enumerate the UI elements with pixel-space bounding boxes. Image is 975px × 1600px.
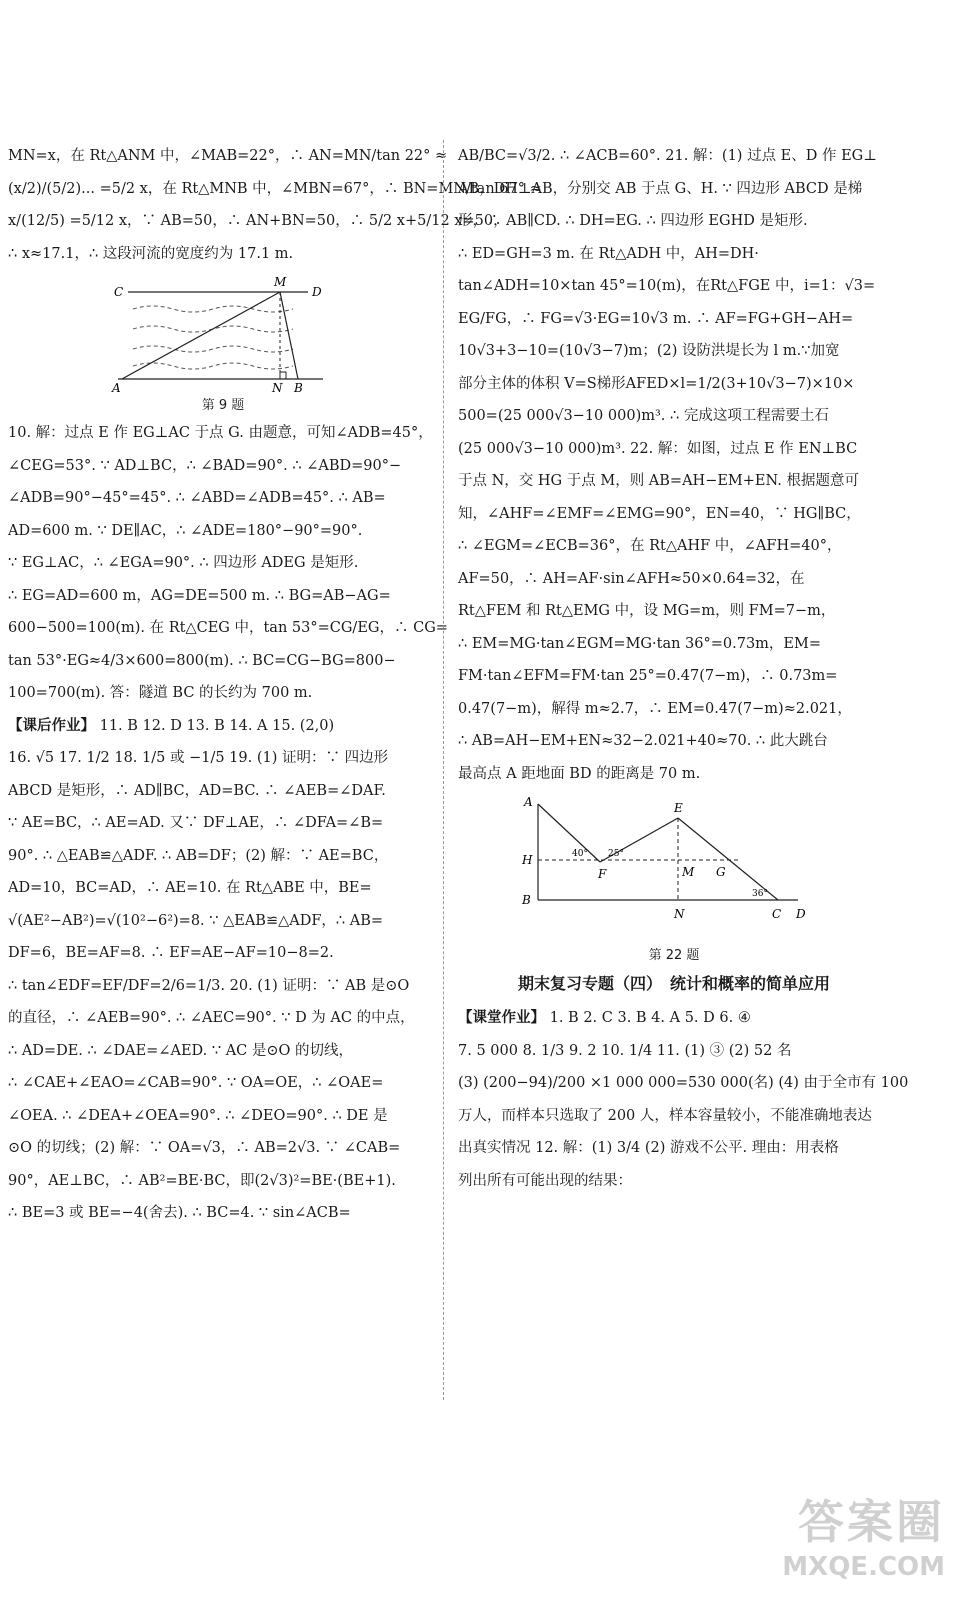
text-line: 600−500=100(m). 在 Rt△CEG 中，tan 53°=CG/EG，∴ CG=	[8, 620, 448, 636]
text-line: (x/2)/(5/2)... =5/2 x，在 Rt△MNB 中，∠MBN=67°，∴ BN=MN/tan 67° ≈	[8, 180, 542, 197]
text-line: ∵ EG⊥AC，∴ ∠EGA=90°. ∴ 四边形 ADEG 是矩形.	[8, 555, 359, 571]
fig22-label-n: N	[674, 907, 685, 921]
figure-22	[458, 794, 890, 963]
text-line: FM·tan∠EFM=FM·tan 25°=0.47(7−m)，∴ 0.73m=	[458, 668, 838, 684]
text-line: ABCD 是矩形，∴ AD∥BC，AD=BC. ∴ ∠AEB=∠DAF.	[8, 782, 386, 799]
homework-answers: 11. B 12. D 13. B 14. A 15. (2,0)	[99, 717, 335, 734]
fig22-label-e: E	[674, 801, 683, 815]
fig22-angle-40: 40°	[572, 849, 588, 859]
left-block-a	[8, 140, 542, 270]
right-column	[458, 140, 909, 1197]
fig22-label-h: H	[522, 853, 533, 867]
text-line: tan∠ADH=10×tan 45°=10(m)，在Rt△FGE 中，i=1：√3=	[458, 278, 876, 294]
fig22-label-g: G	[716, 865, 726, 879]
text-line: ∴ AB=AH−EM+EN≈32−2.021+40≈70. ∴ 此大跳台	[458, 733, 828, 749]
text-line: Rt△FEM 和 Rt△EMG 中，设 MG=m，则 FM=7−m，	[458, 603, 836, 619]
fig22-angle-25: 25°	[608, 849, 624, 859]
watermark-url: MXQE.COM	[782, 1552, 945, 1582]
left-block-b	[8, 417, 448, 710]
text-line: (3) (200−94)/200 ×1 000 000=530 000(名) (4) 由于全市有 100	[458, 1075, 909, 1091]
classwork-answer-line	[458, 1002, 890, 1035]
text-line: ∴ ∠CAE+∠EAO=∠CAB=90°. ∵ OA=OE，∴ ∠OAE=	[8, 1075, 384, 1091]
text-line: ∴ ∠EGM=∠ECB=36°，在 Rt△AHF 中，∠AFH=40°，	[458, 538, 842, 554]
text-line: ⊙O 的切线；(2) 解：∵ OA=√3，∴ AB=2√3. ∵ ∠CAB=	[8, 1140, 401, 1156]
left-block-c	[8, 742, 438, 1230]
text-line: ∠ADB=90°−45°=45°. ∴ ∠ABD=∠ADB=45°. ∴ AB=	[8, 490, 386, 506]
text-line: 90°，AE⊥BC，∴ AB²=BE·BC，即(2√3)²=BE·(BE+1).	[8, 1172, 396, 1189]
text-line: 形，∴ AB∥CD. ∴ DH=EG. ∴ 四边形 EGHD 是矩形.	[458, 213, 808, 229]
text-line: MN=x，在 Rt△ANM 中，∠MAB=22°，∴ AN=MN/tan 22° ≈	[8, 148, 448, 164]
fig9-label-m: M	[274, 275, 287, 289]
homework-answer-line	[8, 710, 438, 743]
text-line: AD=10，BC=AD，∴ AE=10. 在 Rt△ABE 中，BE=	[8, 880, 372, 896]
text-line: 列出所有可能出现的结果：	[458, 1172, 632, 1189]
text-line: ∠CEG=53°. ∵ AD⊥BC，∴ ∠BAD=90°. ∴ ∠ABD=90°−	[8, 457, 402, 474]
text-line: 10√3+3−10=(10√3−7)m；(2) 设防洪堤长为 l m.∵加宽	[458, 343, 840, 359]
right-block-b	[458, 1035, 909, 1198]
text-line: 万人，而样本只选取了 200 人，样本容量较小，不能准确地表达	[458, 1107, 872, 1124]
fig22-angle-36: 36°	[752, 889, 768, 899]
fig9-label-c: C	[114, 285, 124, 299]
figure-9-caption: 第 9 题	[201, 398, 245, 413]
classwork-label: 【课堂作业】	[458, 1010, 545, 1026]
text-line: ∴ EM=MG·tan∠EGM=MG·tan 36°=0.73m，EM=	[458, 635, 822, 652]
text-line: 500=(25 000√3−10 000)m³. ∴ 完成这项工程需要土石	[458, 408, 829, 424]
text-line: tan 53°·EG≈4/3×600=800(m). ∴ BC=CG−BG=800−	[8, 652, 396, 669]
text-line: ∠OEA. ∴ ∠DEA+∠OEA=90°. ∴ ∠DEO=90°. ∴ DE 是	[8, 1107, 388, 1124]
text-line: (25 000√3−10 000)m³. 22. 解：如图，过点 E 作 EN⊥BC	[458, 440, 858, 457]
text-line: ∴ tan∠EDF=EF/DF=2/6=1/3. 20. (1) 证明：∵ AB 是⊙O	[8, 977, 410, 994]
text-line: ∴ AD=DE. ∴ ∠DAE=∠AED. ∵ AC 是⊙O 的切线，	[8, 1042, 354, 1059]
fig22-label-b: B	[522, 893, 531, 907]
fig9-label-a: A	[112, 381, 121, 395]
text-line: 16. √5 17. 1/2 18. 1/5 或 −1/5 19. (1) 证明：∵ 四边形	[8, 750, 389, 766]
section-title: 期末复习专题（四） 统计和概率的简单应用	[517, 974, 830, 993]
text-line: 最高点 A 距地面 BD 的距离是 70 m.	[458, 765, 701, 782]
figure-9	[8, 274, 438, 413]
text-line: 于点 N，交 HG 于点 M，则 AB=AH−EM+EN. 根据题意可	[458, 473, 859, 489]
text-line: x/(12/5) =5/12 x，∵ AB=50，∴ AN+BN=50，∴ 5/2 x+5/12 x=50，	[8, 213, 508, 229]
text-line: EG/FG，∴ FG=√3·EG=10√3 m. ∴ AF=FG+GH−AH=	[458, 310, 854, 327]
text-line: AF=50，∴ AH=AF·sin∠AFH≈50×0.64=32，在	[458, 570, 805, 587]
classwork-answers: 1. B 2. C 3. B 4. A 5. D 6. ④	[549, 1010, 751, 1026]
figure-22-diagram	[508, 794, 828, 944]
fig22-label-a: A	[524, 795, 533, 809]
text-line: 7. 5 000 8. 1/3 9. 2 10. 1/4 11. (1) ③ (2) 52 名	[458, 1042, 792, 1059]
text-line: ∴ BE=3 或 BE=−4(舍去). ∴ BC=4. ∵ sin∠ACB=	[8, 1205, 351, 1221]
text-line: DF=6，BE=AF=8. ∴ EF=AE−AF=10−8=2.	[8, 945, 334, 961]
watermark-logo-text: 答案圈	[798, 1495, 945, 1549]
fig22-label-f: F	[598, 867, 607, 881]
text-line: AD=600 m. ∵ DE∥AC，∴ ∠ADE=180°−90°=90°.	[8, 522, 363, 539]
text-line: ∴ ED=GH=3 m. 在 Rt△ADH 中，AH=DH·	[458, 245, 759, 262]
fig9-label-d: D	[312, 285, 322, 299]
figure-22-caption: 第 22 题	[648, 948, 700, 963]
text-line: 0.47(7−m)，解得 m≈2.7，∴ EM=0.47(7−m)≈2.021，	[458, 700, 852, 717]
text-line: ∵ AE=BC，∴ AE=AD. 又∵ DF⊥AE，∴ ∠DFA=∠B=	[8, 815, 384, 831]
text-line: AB，DH⊥AB，分别交 AB 于点 G、H. ∵ 四边形 ABCD 是梯	[458, 180, 863, 197]
fig9-label-n: N	[272, 381, 283, 395]
fig9-label-b: B	[294, 381, 303, 395]
text-line: 出真实情况 12. 解：(1) 3/4 (2) 游戏不公平. 理由：用表格	[458, 1140, 839, 1156]
text-line: 的直径，∴ ∠AEB=90°. ∴ ∠AEC=90°. ∵ D 为 AC 的中点，	[8, 1010, 415, 1026]
fig22-label-c: C	[772, 907, 782, 921]
fig22-label-d: D	[796, 907, 806, 921]
homework-label: 【课后作业】	[8, 717, 95, 734]
watermark	[782, 1486, 945, 1582]
text-line: 知，∠AHF=∠EMF=∠EMG=90°，EN=40，∵ HG∥BC，	[458, 505, 861, 522]
figure-9-diagram	[108, 274, 408, 394]
text-line: 10. 解：过点 E 作 EG⊥AC 于点 G. 由题意，可知∠ADB=45°，	[8, 425, 433, 441]
text-line: ∴ EG=AD=600 m，AG=DE=500 m. ∴ BG=AB−AG=	[8, 587, 391, 604]
text-line: ∴ x≈17.1，∴ 这段河流的宽度约为 17.1 m.	[8, 245, 294, 262]
column-divider	[443, 140, 444, 1400]
text-line: 部分主体的体积 V=S梯形AFED×l=1/2(3+10√3−7)×10×	[458, 375, 855, 392]
text-line: AB/BC=√3/2. ∴ ∠ACB=60°. 21. 解：(1) 过点 E、D 作 EG⊥	[458, 148, 877, 164]
right-block-a	[458, 140, 890, 790]
text-line: 90°. ∴ △EAB≌△ADF. ∴ AB=DF；(2) 解：∵ AE=BC，	[8, 847, 389, 864]
text-line: 100=700(m). 答：隧道 BC 的长约为 700 m.	[8, 685, 313, 701]
text-line: √(AE²−AB²)=√(10²−6²)=8. ∵ △EAB≌△ADF，∴ AB=	[8, 912, 384, 929]
fig22-label-m: M	[682, 865, 695, 879]
